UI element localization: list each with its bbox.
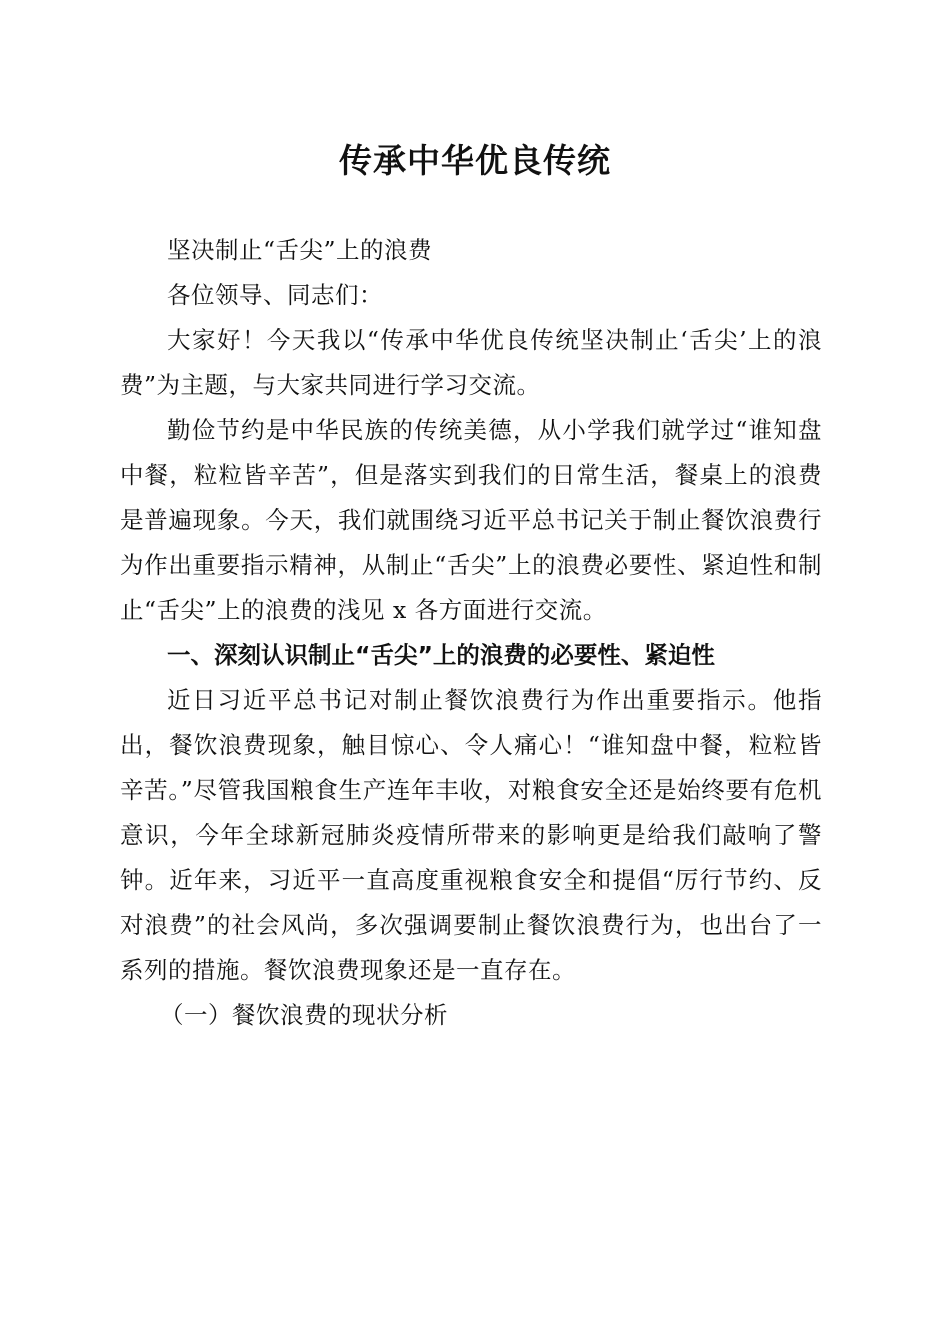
subsection-heading-1: （一）餐饮浪费的现状分析	[160, 1001, 448, 1029]
background-paragraph: 勤俭节约是中华民族的传统美德，从小学我们就学过“谁知盘中餐，粒粒皆辛苦”，但是落实到我们的日常生活，餐桌上的浪费是普遍现象。今天，我们就围绕习近平总书记关于制止餐饮浪费行为作出重要指示精神，从制止“舌尖”上的浪费必要性、紧迫性和制止“舌尖”上的浪费的浅见 x 各方面进行交流。	[120, 416, 822, 624]
section-1-paragraph: 近日习近平总书记对制止餐饮浪费行为作出重要指示。他指出，餐饮浪费现象，触目惊心、令人痛心！“谁知盘中餐，粒粒皆辛苦。”尽管我国粮食生产连年丰收，对粮食安全还是始终要有危机意识，今年全球新冠肺炎疫情所带来的影响更是给我们敲响了警钟。近年来，习近平一直高度重视粮食安全和提倡“厉行节约、反对浪费”的社会风尚，多次强调要制止餐饮浪费行为，也出台了一系列的措施。餐饮浪费现象还是一直存在。	[120, 686, 822, 984]
salutation: 各位领导、同志们：	[167, 281, 383, 309]
document-title: 传承中华优良传统	[339, 141, 611, 180]
intro-paragraph: 大家好！今天我以“传承中华优良传统坚决制止‘舌尖’上的浪费”为主题，与大家共同进行学习交流。	[120, 326, 822, 399]
section-heading-1: 一、深刻认识制止“舌尖”上的浪费的必要性、紧迫性	[167, 641, 715, 669]
speech-subtitle: 坚决制止“舌尖”上的浪费	[167, 236, 433, 264]
document-body	[120, 228, 822, 1038]
